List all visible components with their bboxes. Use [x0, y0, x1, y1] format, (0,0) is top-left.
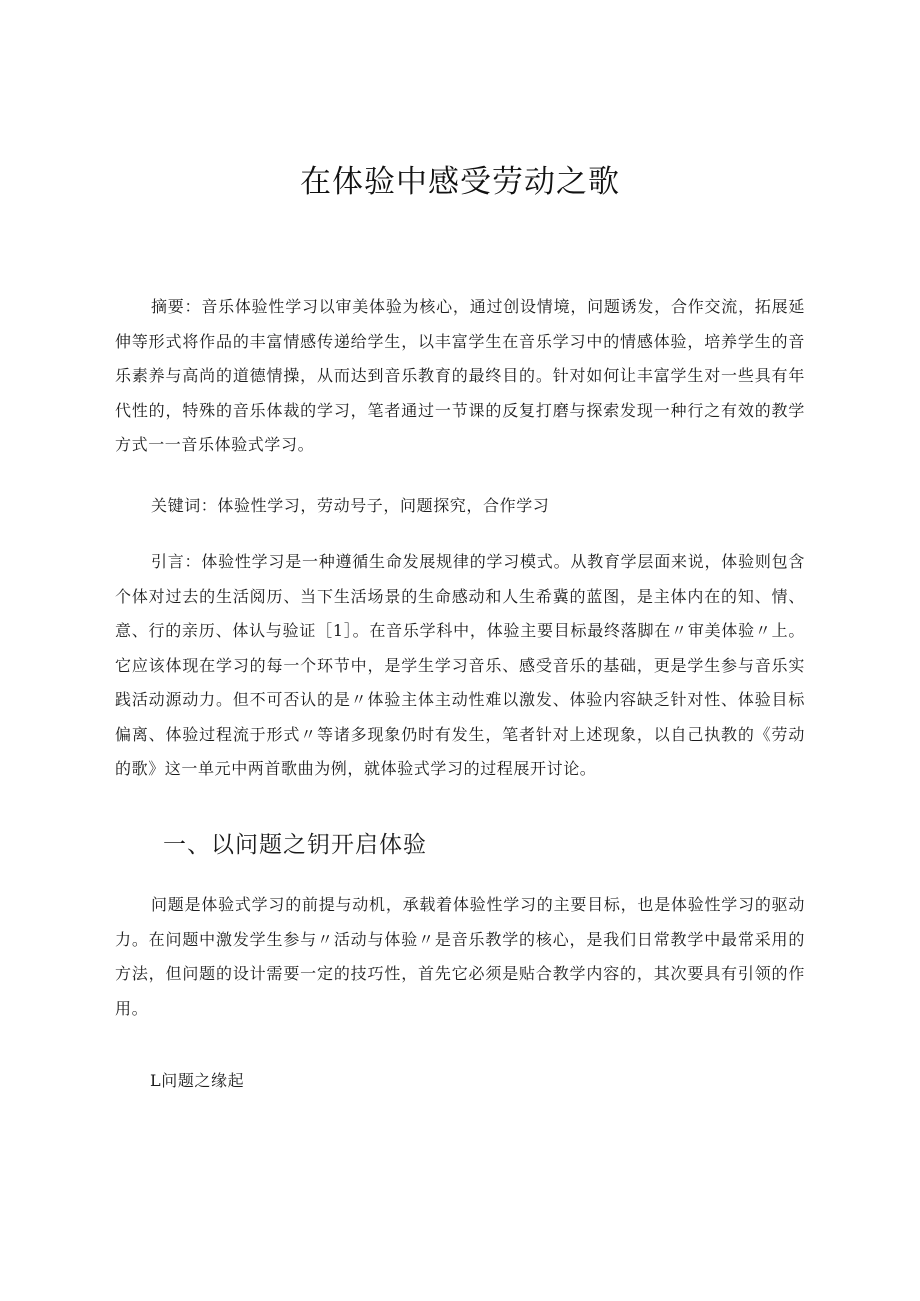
abstract-paragraph: 摘要：音乐体验性学习以审美体验为核心，通过创设情境，问题诱发，合作交流，拓展延伸等形式将作品的丰富情感传递给学生，以丰富学生在音乐学习中的情感体验，培养学生的音乐素养与高尚的道德情操，从而达到音乐教育的最终目的。针对如何让丰富学生对一些具有年代性的，特殊的音乐体裁的学习，笔者通过一节课的反复打磨与探索发现一种行之有效的教学方式一一音乐体验式学习。 [115, 297, 805, 454]
section-heading-1: 一、以问题之钥开启体验 [163, 832, 427, 858]
keywords-paragraph: 关键词：体验性学习，劳动号子，问题探究，合作学习 [151, 496, 550, 515]
section-1-paragraph: 问题是体验式学习的前提与动机，承载着体验性学习的主要目标，也是体验性学习的驱动力。在问题中激发学生参与〃活动与体验〃是音乐教学的核心，是我们日常教学中最常采用的方法，但问题的设计需要一定的技巧性，首先它必须是贴合教学内容的，其次要具有引领的作用。 [115, 895, 805, 1018]
introduction-paragraph: 引言：体验性学习是一种遵循生命发展规律的学习模式。从教育学层面来说，体验则包含个体对过去的生活阅历、当下生活场景的生命感动和人生希冀的蓝图，是主体内在的知、情、意、行的亲历、体认与验证［1］。在音乐学科中，体验主要目标最终落脚在〃审美体验〃上。它应该体现在学习的每一个环节中，是学生学习音乐、感受音乐的基础，更是学生参与音乐实践活动源动力。但不可否认的是〃体验主体主动性难以激发、体验内容缺乏针对性、体验目标偏离、体验过程流于形式〃等诸多现象仍时有发生，笔者针对上述现象，以自己执教的《劳动的歌》这一单元中两首歌曲为例，就体验式学习的过程展开讨论。 [115, 552, 805, 778]
document-title: 在体验中感受劳动之歌 [300, 164, 620, 200]
subsection-heading-1: L问题之缘起 [150, 1071, 245, 1090]
